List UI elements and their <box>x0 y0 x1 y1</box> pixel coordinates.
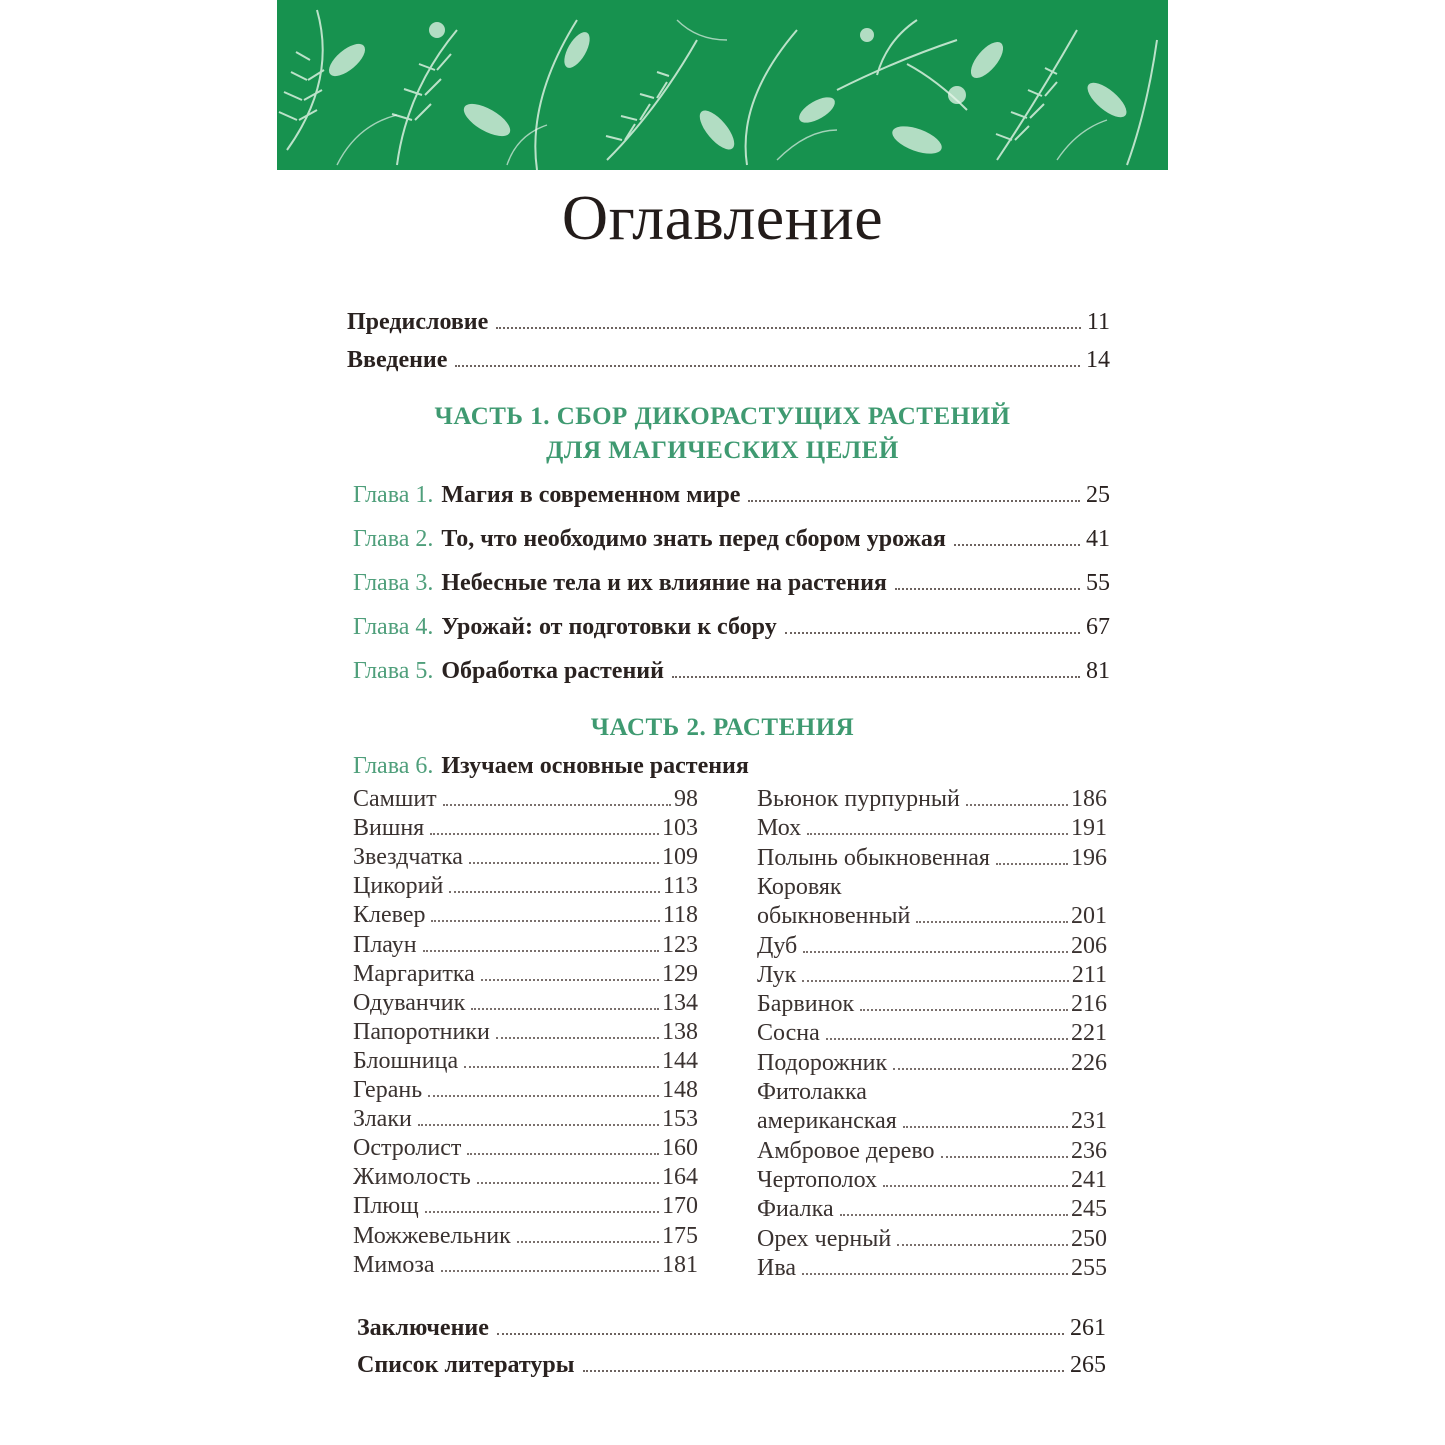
plant-page: 134 <box>662 989 698 1016</box>
plant-entry[interactable] <box>353 843 698 872</box>
plant-name: Блошница <box>353 1047 459 1074</box>
part-1-heading-line-1: ЧАСТЬ 1. СБОР ДИКОРАСТУЩИХ РАСТЕНИЙ <box>434 403 1011 430</box>
plant-name: Ива <box>757 1254 796 1281</box>
dot-leader <box>469 862 659 864</box>
plant-name: Мох <box>757 815 802 842</box>
plant-entry[interactable] <box>757 932 1107 961</box>
toc-entry-chapter-2[interactable] <box>353 524 1110 554</box>
plant-page: 245 <box>1071 1196 1107 1223</box>
entry-page: 14 <box>1086 347 1110 373</box>
entry-page: 11 <box>1086 309 1110 335</box>
plant-page: 153 <box>662 1106 698 1133</box>
plant-name: обыкновенный <box>757 903 911 930</box>
toc-entry-chapter-3[interactable] <box>353 568 1110 598</box>
plant-page: 164 <box>662 1164 698 1191</box>
plant-page: 191 <box>1071 815 1107 842</box>
toc-entry-preface[interactable] <box>347 307 1110 337</box>
plant-page: 186 <box>1071 786 1107 812</box>
dot-leader <box>903 1126 1068 1128</box>
toc-entry-conclusion[interactable] <box>357 1313 1106 1343</box>
plant-page: 181 <box>662 1251 698 1278</box>
dot-leader <box>464 1066 659 1068</box>
plant-entry[interactable] <box>757 1137 1107 1166</box>
plant-name: Мимоза <box>353 1251 435 1278</box>
plant-name: Остролист <box>353 1135 462 1162</box>
page-title: Оглавление <box>561 182 884 253</box>
dot-leader <box>481 979 659 981</box>
dot-leader <box>748 500 1080 502</box>
plant-page: 241 <box>1071 1166 1107 1193</box>
dot-leader <box>826 1038 1068 1040</box>
entry-label: Изучаем основные растения <box>441 753 749 779</box>
plant-entry[interactable] <box>353 1251 698 1280</box>
dot-leader <box>803 951 1068 953</box>
plant-entry[interactable] <box>757 785 1107 814</box>
entry-label: Обработка растений <box>441 658 664 684</box>
plant-entry[interactable] <box>353 901 698 930</box>
plant-name-line-1: Фитолакка <box>757 1079 867 1105</box>
plant-entry[interactable] <box>353 1047 698 1076</box>
plant-entry[interactable] <box>353 1076 698 1105</box>
plant-page: 148 <box>662 1077 698 1103</box>
plant-page: 123 <box>662 931 698 958</box>
dot-leader <box>423 950 659 952</box>
plant-page: 118 <box>662 902 698 929</box>
plant-entry[interactable] <box>757 1049 1107 1078</box>
plant-entry[interactable] <box>757 1195 1107 1224</box>
plant-name: американская <box>757 1108 897 1135</box>
dot-leader <box>471 1008 659 1010</box>
dot-leader <box>807 833 1068 835</box>
dot-leader <box>449 891 660 893</box>
entry-label: Список литературы <box>357 1352 575 1378</box>
plant-page: 170 <box>662 1193 698 1220</box>
plant-name: Фиалка <box>757 1196 834 1223</box>
entry-label: То, что необходимо знать перед сбором урожая <box>441 526 946 552</box>
entry-label: Введение <box>347 347 448 373</box>
plant-name: Вишня <box>353 815 425 842</box>
plant-page: 255 <box>1071 1254 1107 1281</box>
entry-label: Заключение <box>357 1315 489 1341</box>
plant-name: Лук <box>757 961 797 988</box>
chapter-number: Глава 6. <box>353 753 434 779</box>
dot-leader <box>895 588 1080 590</box>
fern-illustration <box>277 0 1168 170</box>
dot-leader <box>418 1124 659 1126</box>
dot-leader <box>916 921 1068 923</box>
plant-name: Амбровое дерево <box>757 1137 935 1164</box>
dot-leader <box>430 833 659 835</box>
plant-entry[interactable] <box>353 785 698 814</box>
plant-page: 175 <box>662 1222 698 1249</box>
plant-entry[interactable] <box>353 1018 698 1047</box>
dot-leader <box>941 1156 1068 1158</box>
plant-page: 98 <box>674 786 698 812</box>
toc-entry-chapter-1[interactable] <box>353 480 1110 510</box>
part-2-heading: ЧАСТЬ 2. РАСТЕНИЯ <box>590 714 855 741</box>
dot-leader <box>425 1211 659 1213</box>
chapter-number: Глава 2. <box>353 526 434 552</box>
dot-leader <box>496 327 1081 329</box>
plant-name: Орех черный <box>757 1225 892 1252</box>
plant-entry[interactable] <box>757 1166 1107 1195</box>
dot-leader <box>802 980 1069 982</box>
plant-entry[interactable] <box>353 1192 698 1221</box>
chapter-number: Глава 1. <box>353 482 434 508</box>
dot-leader <box>496 1037 659 1039</box>
plant-name: Полынь обыкновенная <box>757 844 990 871</box>
plant-name: Звездчатка <box>353 844 463 871</box>
plant-entry[interactable] <box>757 1225 1107 1254</box>
plant-page: 211 <box>1071 961 1107 988</box>
plant-page: 109 <box>662 844 698 871</box>
plant-entry[interactable] <box>353 1222 698 1251</box>
plant-name: Клевер <box>353 902 426 929</box>
plant-entry[interactable] <box>757 1107 1107 1136</box>
toc-entry-chapter-4[interactable] <box>353 612 1110 642</box>
dot-leader <box>954 544 1080 546</box>
dot-leader <box>996 863 1068 865</box>
dot-leader <box>966 804 1068 806</box>
plant-name: Папоротники <box>353 1018 490 1045</box>
plant-name: Самшит <box>353 786 437 812</box>
plant-name: Можжевельник <box>353 1222 511 1249</box>
entry-label: Урожай: от подготовки к сбору <box>441 614 777 640</box>
dot-leader <box>455 365 1080 367</box>
plant-entry[interactable] <box>353 1163 698 1192</box>
plant-name: Вьюнок пурпурный <box>757 786 960 812</box>
dot-leader <box>672 676 1080 678</box>
plant-page: 144 <box>662 1047 698 1074</box>
dot-leader <box>431 920 659 922</box>
dot-leader <box>443 804 671 806</box>
plant-name: Плаун <box>353 931 417 958</box>
plant-name-line-1: Коровяк <box>757 873 842 900</box>
entry-page: 261 <box>1070 1315 1106 1341</box>
plant-entry[interactable] <box>757 990 1107 1019</box>
plant-page: 221 <box>1071 1020 1107 1047</box>
plant-page: 216 <box>1071 991 1107 1018</box>
book-page <box>277 0 1168 1445</box>
dot-leader <box>497 1333 1064 1335</box>
plant-entry[interactable] <box>757 844 1107 873</box>
toc-entry-introduction[interactable] <box>347 345 1110 375</box>
dot-leader <box>883 1185 1068 1187</box>
plant-name: Чертополох <box>757 1166 878 1193</box>
plant-page: 103 <box>662 815 698 842</box>
plant-entry[interactable] <box>757 1019 1107 1048</box>
entry-label: Магия в современном мире <box>441 482 741 508</box>
chapter-number: Глава 4. <box>353 614 434 640</box>
toc-entry-chapter-5[interactable] <box>353 656 1110 686</box>
entry-page: 67 <box>1086 614 1110 640</box>
entry-label: Предисловие <box>347 309 489 335</box>
plant-page: 138 <box>662 1018 698 1045</box>
dot-leader <box>467 1153 659 1155</box>
plant-entry[interactable] <box>757 814 1107 843</box>
plant-entry[interactable] <box>353 872 698 901</box>
entry-page: 81 <box>1086 658 1110 684</box>
plant-name: Жимолость <box>353 1164 471 1191</box>
plant-entry[interactable] <box>757 902 1107 931</box>
plant-name: Герань <box>353 1077 423 1103</box>
dot-leader <box>897 1244 1068 1246</box>
plant-entry[interactable] <box>353 814 698 843</box>
dot-leader <box>583 1370 1065 1372</box>
plant-name: Барвинок <box>757 991 855 1018</box>
plant-entry[interactable] <box>353 989 698 1018</box>
plant-name: Дуб <box>757 932 798 959</box>
fern-banner <box>277 0 1168 170</box>
dot-leader <box>802 1273 1068 1275</box>
entry-page: 55 <box>1086 570 1110 596</box>
plant-entry[interactable] <box>353 1105 698 1134</box>
plant-page: 250 <box>1071 1225 1107 1252</box>
dot-leader <box>785 632 1080 634</box>
plant-page: 196 <box>1071 844 1107 871</box>
plant-entry[interactable] <box>353 931 698 960</box>
dot-leader <box>477 1182 659 1184</box>
dot-leader <box>517 1241 659 1243</box>
plant-entry[interactable] <box>757 1254 1107 1283</box>
dot-leader <box>441 1270 659 1272</box>
plant-name: Одуванчик <box>353 989 466 1016</box>
plant-page: 231 <box>1071 1108 1107 1135</box>
plant-page: 226 <box>1071 1049 1107 1076</box>
chapter-number: Глава 3. <box>353 570 434 596</box>
dot-leader <box>840 1214 1068 1216</box>
entry-page: 41 <box>1086 526 1110 552</box>
toc-entry-bibliography[interactable] <box>357 1350 1106 1380</box>
dot-leader <box>428 1095 659 1097</box>
plant-name: Подорожник <box>757 1049 888 1076</box>
plant-page: 129 <box>662 960 698 987</box>
plant-name: Маргаритка <box>353 960 475 987</box>
part-1-heading-line-2: ДЛЯ МАГИЧЕСКИХ ЦЕЛЕЙ <box>546 437 899 464</box>
plant-name: Сосна <box>757 1020 820 1047</box>
plant-page: 206 <box>1071 932 1107 959</box>
plant-page: 201 <box>1071 903 1107 930</box>
plant-entry[interactable] <box>353 960 698 989</box>
entry-page: 25 <box>1086 482 1110 508</box>
plant-name: Плющ <box>353 1193 419 1220</box>
entry-page: 265 <box>1070 1352 1106 1378</box>
dot-leader <box>860 1009 1068 1011</box>
plant-name: Цикорий <box>353 873 444 900</box>
toc-entry-chapter-6[interactable] <box>353 751 1110 781</box>
plant-page: 236 <box>1071 1137 1107 1164</box>
plant-page: 113 <box>662 873 698 900</box>
plant-page: 160 <box>662 1135 698 1162</box>
plant-name: Злаки <box>353 1106 412 1133</box>
plant-entry[interactable] <box>757 961 1107 990</box>
dot-leader <box>893 1068 1068 1070</box>
chapter-number: Глава 5. <box>353 658 434 684</box>
entry-label: Небесные тела и их влияние на растения <box>441 570 887 596</box>
plant-entry[interactable] <box>353 1134 698 1163</box>
